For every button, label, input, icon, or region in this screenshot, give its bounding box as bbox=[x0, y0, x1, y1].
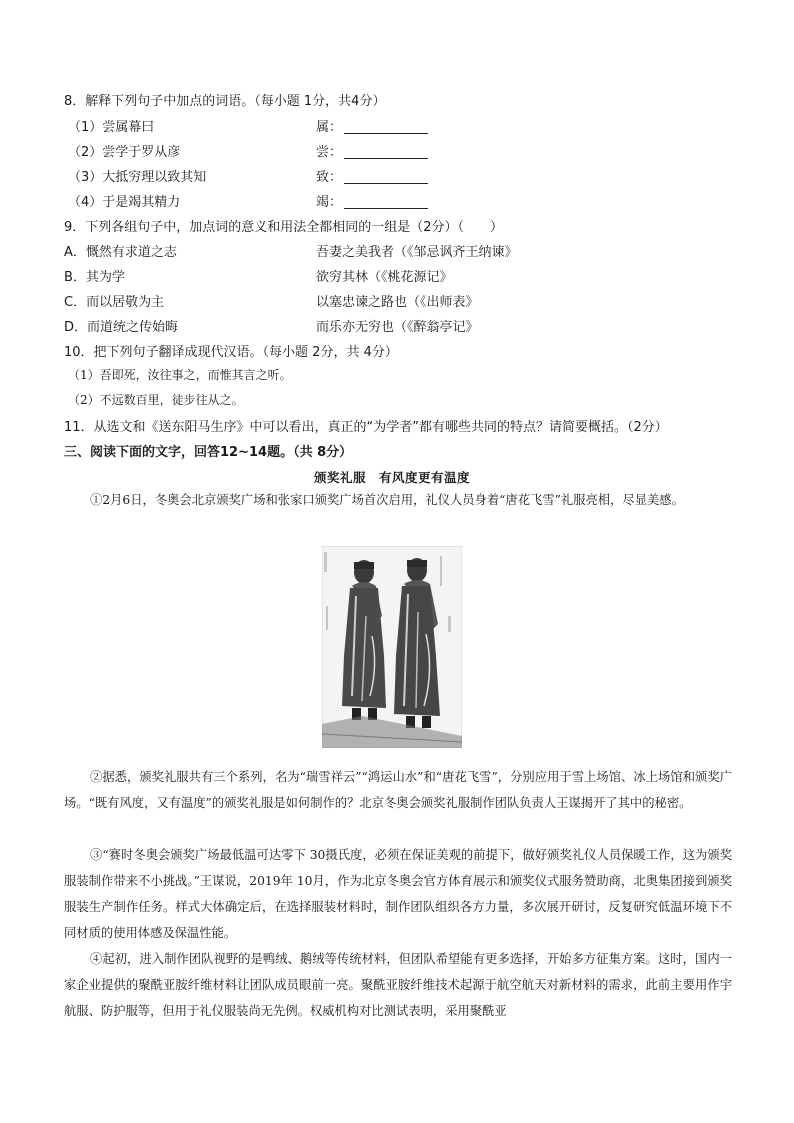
ceremony-dress-illustration bbox=[322, 546, 462, 748]
ceremony-dress-photo bbox=[322, 546, 462, 748]
answer-blank bbox=[344, 144, 428, 159]
paragraph-4: ④起初，进入制作团队视野的是鸭绒、鹅绒等传统材料，但团队希望能有更多选择，开始多方征集方案。这时，国内一家企业提供的聚酰亚胺纤维材料让团队成员眼前一亮。聚酰亚胺纤维技术起源于航空航天对新材料的需求，此前主要用作宇航服、防护服等，但用于礼仪服装尚无先例。权威机构对比测试表明，采用聚酰亚 bbox=[64, 952, 732, 1018]
q11-stem: 11．从选文和《送东阳马生序》中可以看出，真正的“为学者”都有哪些共同的特点？请简要概括。（2分） bbox=[64, 420, 668, 435]
q10-item-1: （1）吾即死，汝往事之，而惟其言之听。 bbox=[68, 368, 292, 382]
q8-item-1-answer bbox=[316, 116, 428, 135]
q9-option-b-right: 欲穷其林（《桃花源记》 bbox=[316, 270, 453, 285]
q8-item-2-answer bbox=[316, 141, 428, 160]
answer-blank bbox=[344, 194, 428, 209]
q9-option-d-left: D．而道统之传始晦 bbox=[64, 320, 179, 335]
q9-option-c-right: 以塞忠谏之路也（《出师表》 bbox=[316, 295, 479, 310]
section-3-heading: 三、阅读下面的文字，回答12~14题。（共 8分） bbox=[64, 445, 353, 460]
answer-blank bbox=[344, 119, 428, 134]
q10-item-2: （2）不远数百里，徒步往从之。 bbox=[68, 393, 244, 407]
paragraph-1: ①2月6日，冬奥会北京颁奖广场和张家口颁奖广场首次启用，礼仪人员身着“唐花飞雪”礼服亮相，尽显美感。 bbox=[90, 493, 684, 507]
q8-item-1-word: 属： bbox=[316, 120, 343, 135]
article-title: 颁奖礼服 有风度更有温度 bbox=[314, 470, 471, 485]
q9-option-d-right: 而乐亦无穷也（《醉翁亭记》 bbox=[316, 320, 479, 335]
q9-option-a-left: A．慨然有求道之志 bbox=[64, 245, 177, 260]
q8-item-2-sentence: （2）尝学于罗从彦 bbox=[68, 145, 181, 160]
q8-item-3-sentence: （3）大抵穷理以致其知 bbox=[68, 170, 207, 185]
q9-option-c-left: C．而以居敬为主 bbox=[64, 295, 165, 310]
q8-item-4-answer bbox=[316, 191, 428, 210]
q8-item-2-word: 尝： bbox=[316, 145, 343, 160]
q8-stem: 8．解释下列句子中加点的词语。（每小题 1分，共4分） bbox=[64, 94, 386, 109]
answer-blank bbox=[344, 169, 428, 184]
q9-option-b-left: B．其为学 bbox=[64, 270, 125, 285]
paragraph-3: ③“赛时冬奥会颁奖广场最低温可达零下 30摄氏度，必须在保证美观的前提下，做好颁奖礼仪人员保暖工作，这为颁奖服装制作带来不小挑战。”王谋说，2019年 10月，作为北京冬奥会官方体育展示和颁奖仪式服务赞助商，北奥集团接到颁奖服装生产制作任务。样式大体确定后，在选择服装材料时，制作团队组织各方力量，多次展开研讨，反复研究低温环境下不同材质的使用体感及保温性能。 bbox=[64, 848, 732, 940]
q10-stem: 10．把下列句子翻译成现代汉语。（每小题 2分，共 4分） bbox=[64, 345, 398, 360]
q8-item-3-word: 致： bbox=[316, 170, 343, 185]
paragraph-2: ②据悉，颁奖礼服共有三个系列，名为“瑞雪祥云”“鸿运山水”和“唐花飞雪”，分别应用于雪上场馆、冰上场馆和颁奖广场。“既有风度，又有温度”的颁奖礼服是如何制作的？北京冬奥会颁奖礼服制作团队负责人王谋揭开了其中的秘密。 bbox=[64, 770, 732, 810]
q8-item-4-sentence: （4）于是竭其精力 bbox=[68, 195, 181, 210]
q9-stem: 9．下列各组句子中，加点词的意义和用法全都相同的一组是（2分）（ ） bbox=[64, 220, 504, 235]
q8-item-4-word: 竭： bbox=[316, 195, 343, 210]
q9-option-a-right: 吾妻之美我者（《邹忌讽齐王纳谏》 bbox=[316, 245, 518, 260]
q8-item-3-answer bbox=[316, 166, 428, 185]
q8-item-1-sentence: （1）尝属幕曰 bbox=[68, 120, 155, 135]
